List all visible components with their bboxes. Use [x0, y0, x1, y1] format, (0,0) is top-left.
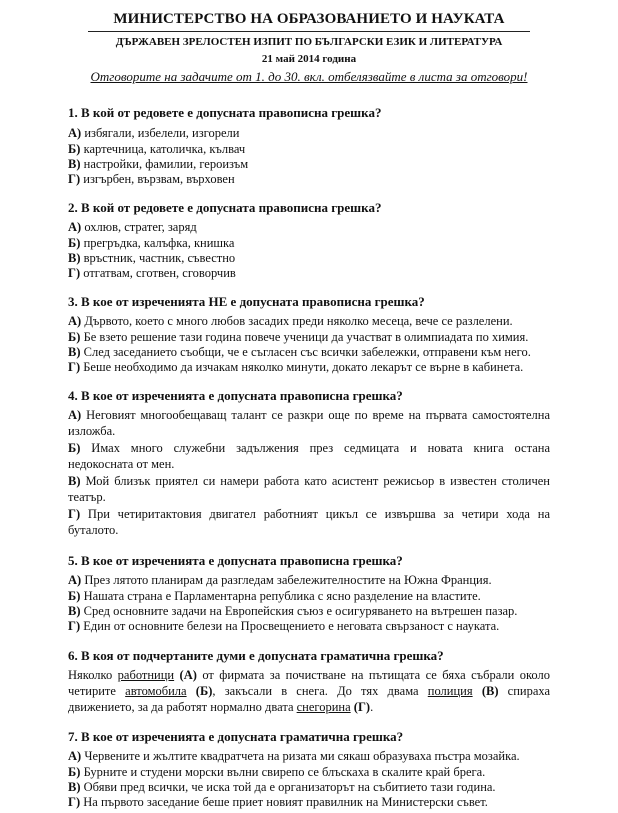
question-3-title: 3. В кое от изреченията НЕ е допусната правописна грешка?: [68, 294, 425, 309]
option-label: Г): [68, 619, 81, 633]
option-label: А): [68, 126, 82, 140]
option-label: Б): [68, 142, 81, 156]
exam-title: ДЪРЖАВЕН ЗРЕЛОСТЕН ИЗПИТ ПО БЪЛГАРСКИ ЕЗИК И ЛИТЕРАТУРА: [115, 36, 503, 48]
exam-date: 21 май 2014 година: [261, 53, 357, 65]
question-6-paragraph-line-3: [68, 700, 550, 715]
question-7-option-b: [68, 765, 485, 780]
option-text: настройки, фамилии, героизъм: [83, 157, 249, 171]
question-4-option-c: [68, 474, 550, 489]
option-label: Б): [68, 589, 81, 603]
question-1-title: 1. В кой от редовете е допусната правописна грешка?: [68, 105, 382, 120]
text-fragment: от фирмата за почистване на пътищата се бяха събрали около: [196, 668, 550, 682]
option-text: На първото заседание беше приет новият правилник на Министерски съвет.: [83, 795, 488, 809]
option-text: Бе взето решение тази година повече ученици да участват в олимпиадата по химия.: [83, 330, 529, 344]
option-text: отгатвам, сготвен, сговорчив: [83, 266, 236, 280]
option-label: Г): [68, 172, 81, 186]
question-6-title: 6. В коя от подчертаните думи е допусната граматична грешка?: [68, 648, 444, 663]
question-5-option-d: [68, 619, 499, 634]
option-label: Б): [68, 765, 81, 779]
question-2-option-d: [68, 266, 236, 281]
question-4-option-b-cont: недокосната от мен.: [68, 457, 175, 471]
option-label: В): [68, 780, 81, 794]
option-text: връстник, частник, съвестно: [83, 251, 236, 265]
question-7-title: 7. В кое от изреченията е допусната граматична грешка?: [68, 729, 404, 744]
option-text: изгърбен, вързвам, върховен: [83, 172, 235, 186]
option-text: Бурните и студени морски вълни свирепо се блъскаха в скалите край брега.: [83, 765, 486, 779]
instruction: Отговорите на задачите от 1. до 30. вкл. отбелязвайте в листа за отговори!: [90, 69, 528, 84]
question-7-option-d: [68, 795, 488, 810]
question-3-option-a: [68, 314, 513, 329]
option-label: В): [68, 345, 81, 359]
option-text: Червените и жълтите квадратчета на ризата ми сякаш образуваха пъстра мозайка.: [84, 749, 520, 763]
question-2-option-a: [68, 220, 197, 235]
option-text: Дървото, което с много любов засадих преди няколко месеца, вече се разлелени.: [84, 314, 513, 328]
option-text: Беше необходимо да изчакам няколко минути, докато лекарът се върне в кабинета.: [83, 360, 524, 374]
text-fragment: спираха: [498, 684, 551, 698]
question-1-option-a: [68, 126, 239, 141]
marker-d: (Г): [353, 700, 371, 714]
option-text: През лятото планирам да разгледам забележителностите на Южна Франция.: [84, 573, 492, 587]
option-text: Мой близък приятел си намери работа като асистент режисьор в известен столичен: [85, 474, 551, 488]
option-label: А): [68, 220, 82, 234]
question-2-option-c: [68, 251, 235, 266]
option-label: В): [68, 157, 81, 171]
question-7-option-a: [68, 749, 520, 764]
question-4-option-b: [68, 441, 550, 456]
question-4-title: 4. В кое от изреченията е допусната правописна грешка?: [68, 388, 403, 403]
question-3-option-c: [68, 345, 531, 360]
marker-a: (А): [179, 668, 197, 682]
option-label: А): [68, 408, 82, 422]
question-5-title: 5. В кое от изреченията е допусната правописна грешка?: [68, 553, 403, 568]
text-fragment: , закъсали в снега. До тях двама: [212, 684, 428, 698]
option-text: Нашата страна е Парламентарна република с ясно разделение на властите.: [83, 589, 481, 603]
underlined-word-b: автомобила: [125, 684, 187, 698]
option-label: А): [68, 749, 82, 763]
question-6-paragraph-line-2: [68, 684, 550, 699]
question-1-option-b: [68, 142, 245, 157]
text-fragment: .: [370, 700, 374, 714]
question-4-option-a: [68, 408, 550, 423]
option-text: прегръдка, калъфка, книшка: [83, 236, 235, 250]
option-label: Г): [68, 266, 81, 280]
option-label: Б): [68, 330, 81, 344]
ministry-title: МИНИСТЕРСТВО НА ОБРАЗОВАНИЕТО И НАУКАТА: [113, 11, 505, 27]
question-5-option-a: [68, 573, 492, 588]
option-label: Г): [68, 795, 81, 809]
marker-b: (Б): [195, 684, 213, 698]
option-label: Б): [68, 441, 81, 455]
question-7-option-c: [68, 780, 496, 795]
option-text: При четиритактовия двигател работният цикъл се извършва за четири хода на: [87, 507, 551, 521]
text-fragment: четирите: [68, 684, 126, 698]
option-text: Обяви пред всички, че иска той да е организаторът на събитието тази година.: [83, 780, 496, 794]
underlined-word-d: снегорина: [296, 700, 351, 714]
option-label: В): [68, 604, 81, 618]
option-label: Г): [68, 360, 81, 374]
option-text: След заседанието съобщи, че е съгласен със всички забележки, отправени към него.: [83, 345, 531, 359]
question-5-option-c: [68, 604, 517, 619]
text-fragment: Няколко: [68, 668, 118, 682]
underlined-word-c: полиция: [427, 684, 473, 698]
question-5-option-b: [68, 589, 481, 604]
text-fragment: движението, за да работят нормално двата: [68, 700, 297, 714]
question-4-option-a-cont: изложба.: [68, 424, 116, 438]
question-1-option-c: [68, 157, 248, 172]
option-label: А): [68, 573, 82, 587]
question-3-option-b: [68, 330, 528, 345]
question-4-option-c-cont: театър.: [68, 490, 106, 504]
option-label: А): [68, 314, 82, 328]
question-3-option-d: [68, 360, 523, 375]
question-2-title: 2. В кой от редовете е допусната правописна грешка?: [68, 200, 382, 215]
question-1-option-d: [68, 172, 235, 187]
option-label: Г): [68, 507, 81, 521]
question-4-option-d-cont: буталото.: [68, 523, 119, 537]
question-6-paragraph-line-1: [68, 668, 550, 683]
option-label: В): [68, 251, 81, 265]
header-divider: [88, 31, 530, 32]
option-text: Един от основните белези на Просвещението е неговата свързаност с науката.: [83, 619, 500, 633]
option-text: Неговият многообещаващ талант се разкри още по време на първата самостоятелна: [86, 408, 551, 422]
option-text: избягали, избелели, изгорели: [84, 126, 240, 140]
option-text: картечница, католичка, кълвач: [83, 142, 246, 156]
option-text: Имах много служебни задължения през седмицата и новата книга остана: [91, 441, 550, 455]
option-text: охлюв, стратег, заряд: [84, 220, 197, 234]
option-text: Сред основните задачи на Европейския съюз е осигуряването на вътрешен пазар.: [83, 604, 518, 618]
question-2-option-b: [68, 236, 234, 251]
underlined-word-a: работници: [117, 668, 175, 682]
option-label: В): [68, 474, 81, 488]
marker-c: (В): [481, 684, 499, 698]
option-label: Б): [68, 236, 81, 250]
question-4-option-d: [68, 507, 550, 522]
